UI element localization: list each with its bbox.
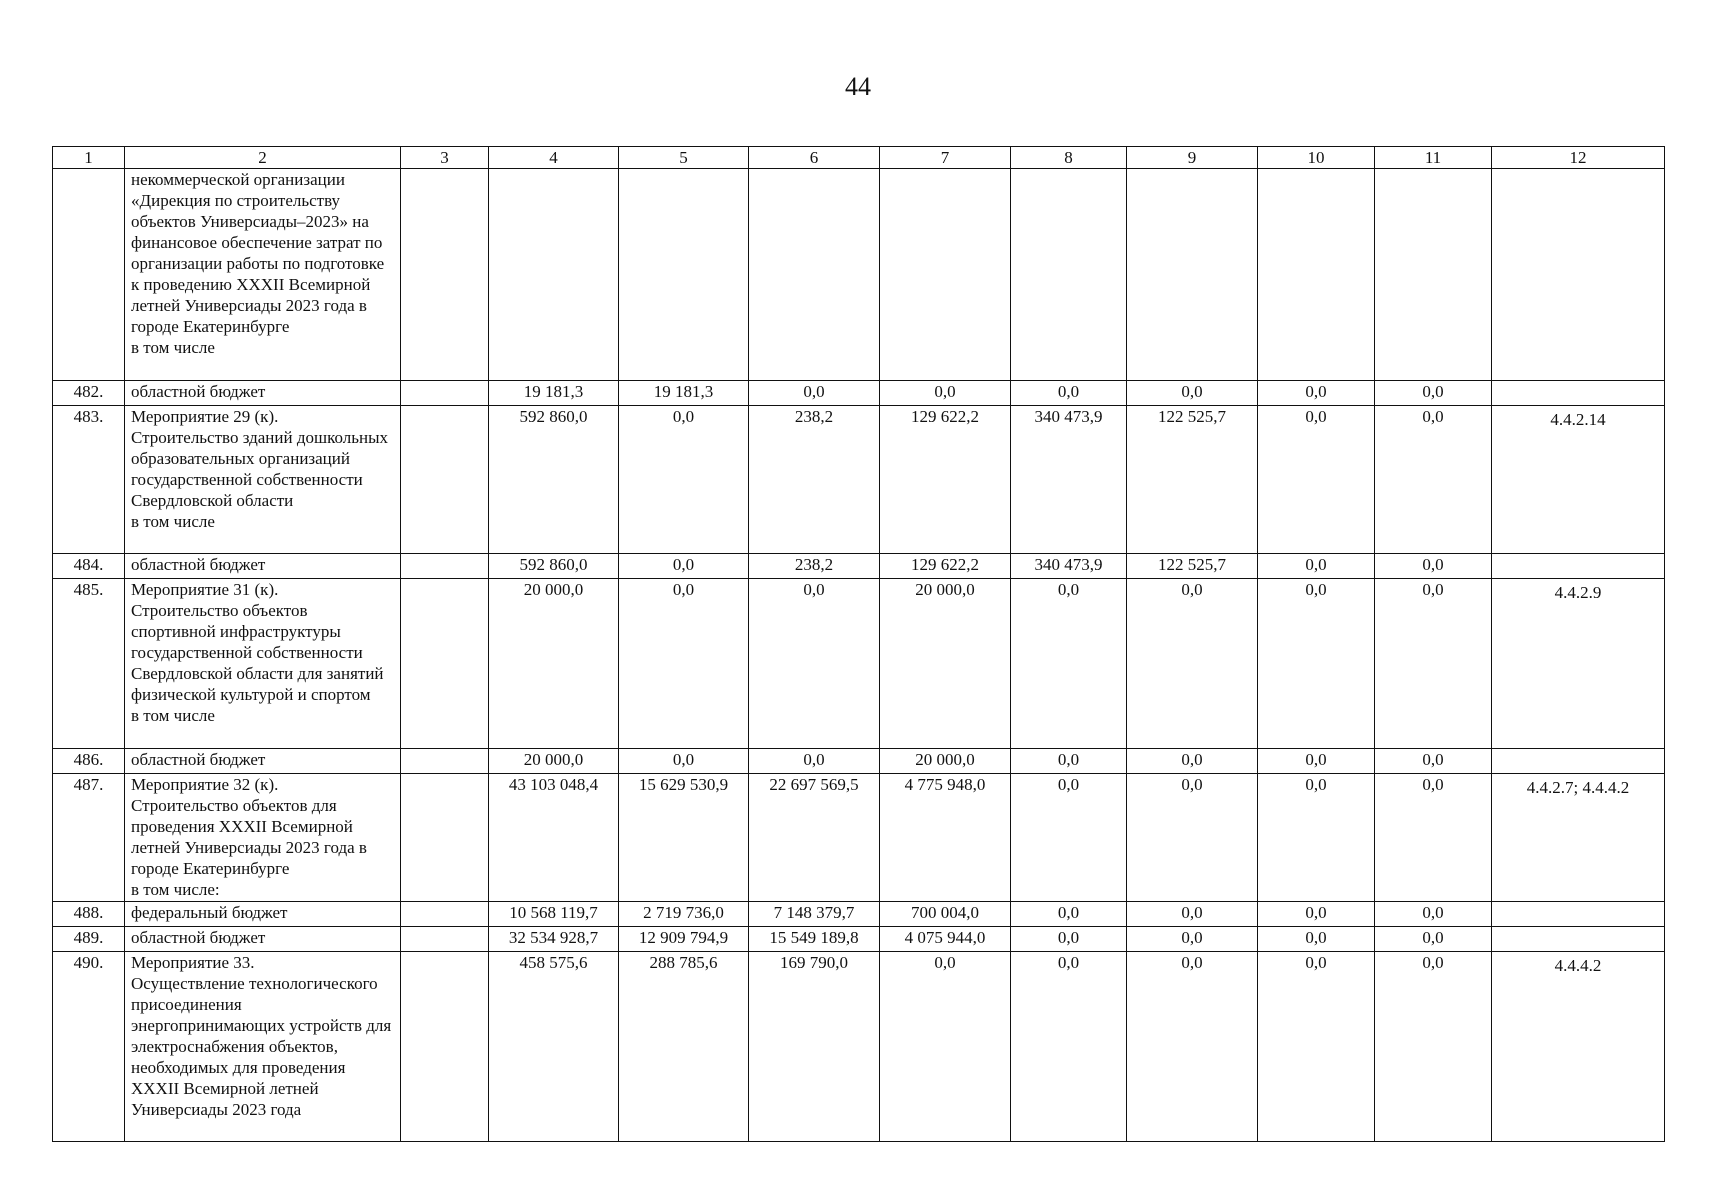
column-9-value: 0,0 <box>1127 579 1258 749</box>
column-9-value: 0,0 <box>1127 774 1258 902</box>
column-3-cell <box>401 749 489 774</box>
column-header-3: 3 <box>401 147 489 169</box>
table-row <box>53 554 1665 579</box>
column-header-7: 7 <box>880 147 1011 169</box>
row-name: Мероприятие 31 (к). Строительство объектов спортивной инфраструктуры государственной собственности Свердловской области для занятий физической культурой и спортом в том числе <box>125 579 401 749</box>
column-11-value: 0,0 <box>1375 952 1492 1142</box>
column-5-value: 15 629 530,9 <box>619 774 749 902</box>
row-number <box>53 169 125 381</box>
row-number: 489. <box>53 927 125 952</box>
column-6-value: 22 697 569,5 <box>749 774 880 902</box>
column-8-value: 0,0 <box>1011 381 1127 406</box>
column-10-value: 0,0 <box>1258 774 1375 902</box>
column-8-value: 0,0 <box>1011 952 1127 1142</box>
column-3-cell <box>401 952 489 1142</box>
row-number: 490. <box>53 952 125 1142</box>
column-6-value: 0,0 <box>749 381 880 406</box>
reference-cell <box>1492 381 1665 406</box>
column-8-value: 0,0 <box>1011 902 1127 927</box>
column-11-value: 0,0 <box>1375 902 1492 927</box>
column-header-row <box>53 147 1665 169</box>
column-6-value: 7 148 379,7 <box>749 902 880 927</box>
column-8-value: 340 473,9 <box>1011 406 1127 554</box>
column-5-value: 0,0 <box>619 406 749 554</box>
reference-cell: 4.4.2.14 <box>1492 406 1665 554</box>
reference-cell <box>1492 554 1665 579</box>
column-10-value: 0,0 <box>1258 927 1375 952</box>
reference-cell: 4.4.2.9 <box>1492 579 1665 749</box>
column-4-value: 20 000,0 <box>489 749 619 774</box>
table-row <box>53 169 1665 381</box>
row-name: Мероприятие 33. Осуществление технологического присоединения энергопринимающих устройств для электроснабжения объектов, необходимых для проведения XXXII Всемирной летней Универсиады 2023 года <box>125 952 401 1142</box>
reference-cell <box>1492 169 1665 381</box>
column-9-value <box>1127 169 1258 381</box>
column-3-cell <box>401 927 489 952</box>
column-4-value: 19 181,3 <box>489 381 619 406</box>
column-5-value <box>619 169 749 381</box>
column-10-value: 0,0 <box>1258 554 1375 579</box>
column-header-2: 2 <box>125 147 401 169</box>
budget-table <box>52 146 1665 1142</box>
column-3-cell <box>401 406 489 554</box>
row-number: 488. <box>53 902 125 927</box>
table-row <box>53 749 1665 774</box>
column-8-value: 0,0 <box>1011 927 1127 952</box>
column-7-value: 20 000,0 <box>880 579 1011 749</box>
column-11-value: 0,0 <box>1375 381 1492 406</box>
column-10-value: 0,0 <box>1258 952 1375 1142</box>
row-name: областной бюджет <box>125 381 401 406</box>
column-header-5: 5 <box>619 147 749 169</box>
row-number: 482. <box>53 381 125 406</box>
column-5-value: 2 719 736,0 <box>619 902 749 927</box>
column-5-value: 0,0 <box>619 749 749 774</box>
column-3-cell <box>401 554 489 579</box>
row-name: федеральный бюджет <box>125 902 401 927</box>
column-9-value: 0,0 <box>1127 902 1258 927</box>
column-6-value: 238,2 <box>749 554 880 579</box>
column-header-1: 1 <box>53 147 125 169</box>
row-number: 486. <box>53 749 125 774</box>
column-5-value: 288 785,6 <box>619 952 749 1142</box>
reference-cell: 4.4.4.2 <box>1492 952 1665 1142</box>
table-row <box>53 902 1665 927</box>
table-row <box>53 927 1665 952</box>
column-5-value: 0,0 <box>619 554 749 579</box>
row-number: 484. <box>53 554 125 579</box>
column-9-value: 122 525,7 <box>1127 554 1258 579</box>
column-11-value: 0,0 <box>1375 749 1492 774</box>
reference-cell: 4.4.2.7; 4.4.4.2 <box>1492 774 1665 902</box>
column-8-value: 0,0 <box>1011 749 1127 774</box>
column-4-value: 32 534 928,7 <box>489 927 619 952</box>
column-10-value: 0,0 <box>1258 902 1375 927</box>
column-7-value: 0,0 <box>880 952 1011 1142</box>
column-4-value: 20 000,0 <box>489 579 619 749</box>
column-7-value: 129 622,2 <box>880 554 1011 579</box>
table-row <box>53 952 1665 1142</box>
column-3-cell <box>401 579 489 749</box>
table-row <box>53 579 1665 749</box>
reference-cell <box>1492 927 1665 952</box>
column-4-value: 592 860,0 <box>489 406 619 554</box>
column-3-cell <box>401 381 489 406</box>
column-8-value <box>1011 169 1127 381</box>
column-9-value: 0,0 <box>1127 927 1258 952</box>
column-10-value: 0,0 <box>1258 579 1375 749</box>
column-7-value <box>880 169 1011 381</box>
row-name: Мероприятие 32 (к). Строительство объектов для проведения XXXII Всемирной летней Универсиады 2023 года в городе Екатеринбурге в том числе: <box>125 774 401 902</box>
column-7-value: 4 775 948,0 <box>880 774 1011 902</box>
column-5-value: 19 181,3 <box>619 381 749 406</box>
column-6-value: 15 549 189,8 <box>749 927 880 952</box>
column-11-value: 0,0 <box>1375 554 1492 579</box>
column-3-cell <box>401 169 489 381</box>
column-11-value: 0,0 <box>1375 774 1492 902</box>
column-6-value: 0,0 <box>749 579 880 749</box>
column-header-9: 9 <box>1127 147 1258 169</box>
column-6-value <box>749 169 880 381</box>
column-6-value: 169 790,0 <box>749 952 880 1142</box>
column-8-value: 0,0 <box>1011 579 1127 749</box>
column-4-value: 10 568 119,7 <box>489 902 619 927</box>
column-4-value: 43 103 048,4 <box>489 774 619 902</box>
column-6-value: 238,2 <box>749 406 880 554</box>
column-6-value: 0,0 <box>749 749 880 774</box>
column-3-cell <box>401 774 489 902</box>
column-7-value: 4 075 944,0 <box>880 927 1011 952</box>
column-header-6: 6 <box>749 147 880 169</box>
column-7-value: 0,0 <box>880 381 1011 406</box>
column-header-10: 10 <box>1258 147 1375 169</box>
column-9-value: 0,0 <box>1127 381 1258 406</box>
column-10-value: 0,0 <box>1258 406 1375 554</box>
row-number: 487. <box>53 774 125 902</box>
table-row <box>53 774 1665 902</box>
row-name: некоммерческой организации «Дирекция по строительству объектов Универсиады–2023» на финансовое обеспечение затрат по организации работы по подготовке к проведению XXXII Всемирной летней Универсиады 2023 года в городе Екатеринбурге в том числе <box>125 169 401 381</box>
column-11-value: 0,0 <box>1375 406 1492 554</box>
column-header-4: 4 <box>489 147 619 169</box>
row-number: 485. <box>53 579 125 749</box>
column-9-value: 0,0 <box>1127 749 1258 774</box>
column-8-value: 340 473,9 <box>1011 554 1127 579</box>
row-name: Мероприятие 29 (к). Строительство зданий дошкольных образовательных организаций государственной собственности Свердловской области в том числе <box>125 406 401 554</box>
column-10-value: 0,0 <box>1258 749 1375 774</box>
column-4-value: 592 860,0 <box>489 554 619 579</box>
page-number: 44 <box>845 72 871 101</box>
column-11-value: 0,0 <box>1375 579 1492 749</box>
column-header-8: 8 <box>1011 147 1127 169</box>
column-header-11: 11 <box>1375 147 1492 169</box>
column-3-cell <box>401 902 489 927</box>
row-name: областной бюджет <box>125 927 401 952</box>
column-4-value: 458 575,6 <box>489 952 619 1142</box>
column-5-value: 0,0 <box>619 579 749 749</box>
table-row <box>53 406 1665 554</box>
column-7-value: 129 622,2 <box>880 406 1011 554</box>
column-11-value <box>1375 169 1492 381</box>
row-name: областной бюджет <box>125 749 401 774</box>
column-10-value: 0,0 <box>1258 381 1375 406</box>
table-row <box>53 381 1665 406</box>
column-4-value <box>489 169 619 381</box>
column-10-value <box>1258 169 1375 381</box>
column-5-value: 12 909 794,9 <box>619 927 749 952</box>
column-8-value: 0,0 <box>1011 774 1127 902</box>
row-number: 483. <box>53 406 125 554</box>
reference-cell <box>1492 902 1665 927</box>
column-9-value: 122 525,7 <box>1127 406 1258 554</box>
column-header-12: 12 <box>1492 147 1665 169</box>
reference-cell <box>1492 749 1665 774</box>
row-name: областной бюджет <box>125 554 401 579</box>
column-11-value: 0,0 <box>1375 927 1492 952</box>
column-7-value: 20 000,0 <box>880 749 1011 774</box>
column-9-value: 0,0 <box>1127 952 1258 1142</box>
column-7-value: 700 004,0 <box>880 902 1011 927</box>
